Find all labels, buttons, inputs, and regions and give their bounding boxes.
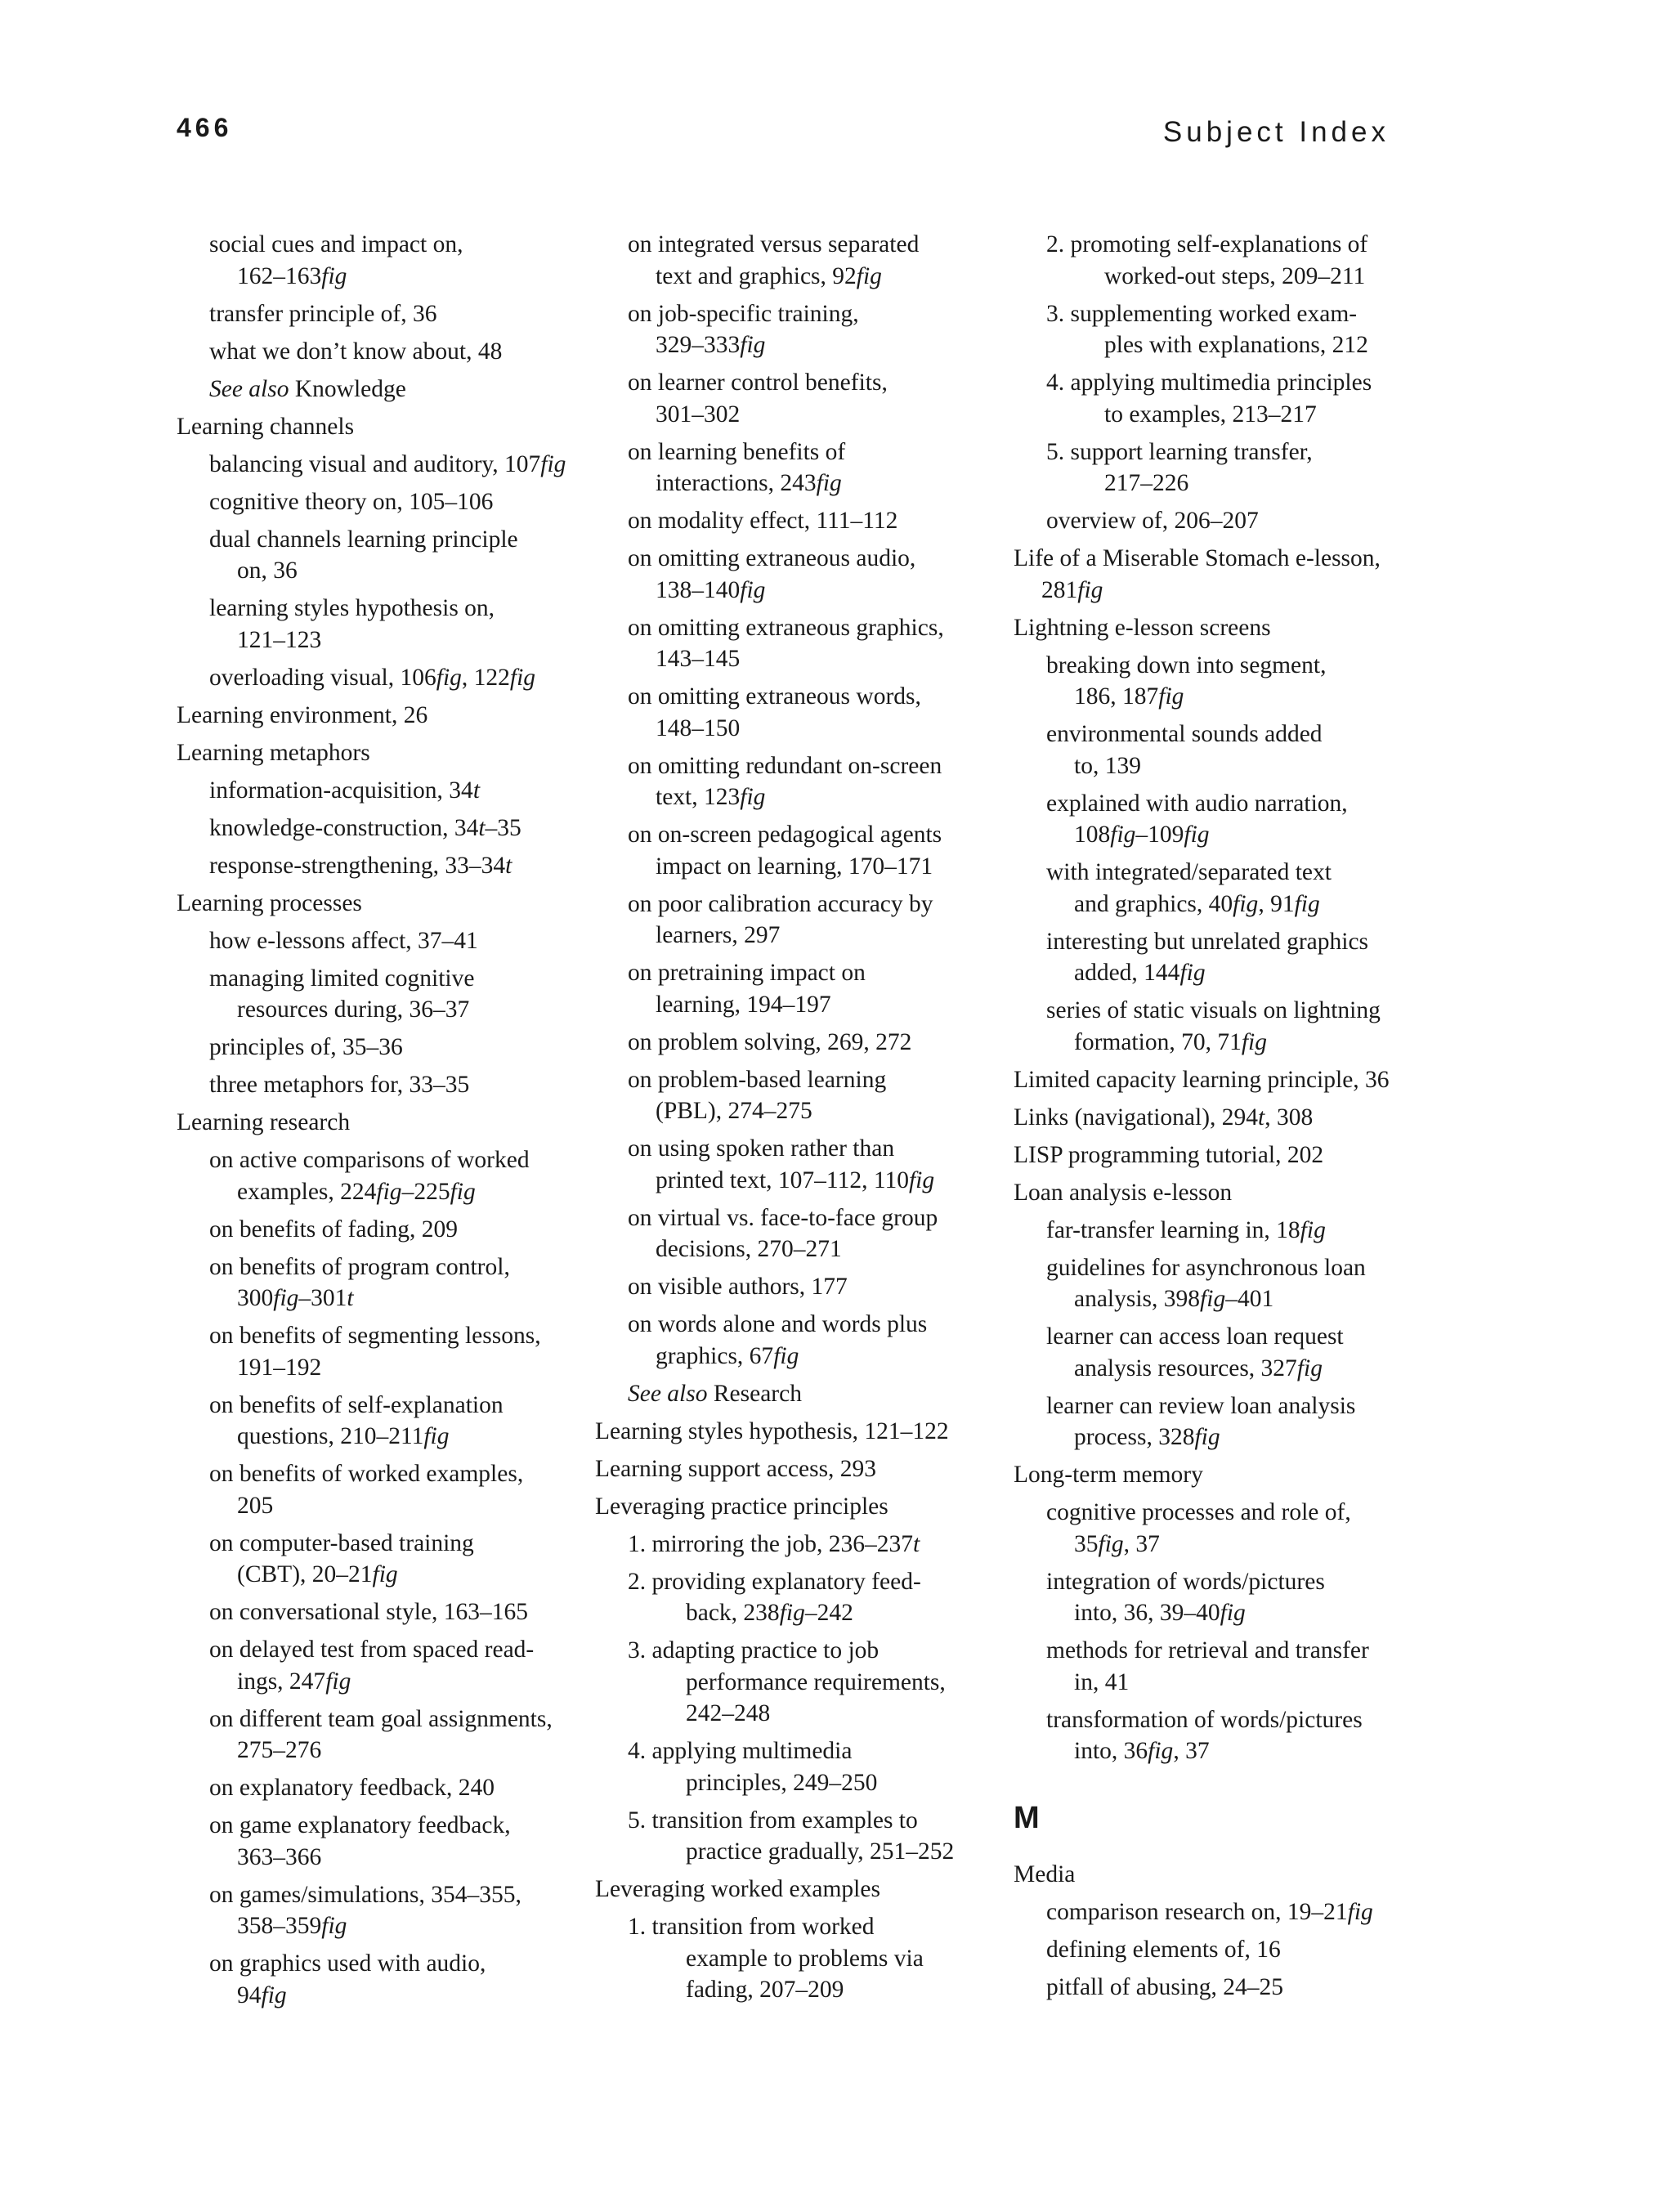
- index-subentry: [177, 1032, 602, 1063]
- index-entry-line: Leveraging worked examples: [595, 1876, 880, 1902]
- index-subentry: [177, 593, 602, 656]
- index-subentry: [1014, 229, 1439, 292]
- index-entry-continuation: 162–163fig: [237, 262, 347, 289]
- index-entry-continuation: ples with explanations, 212: [1104, 332, 1368, 358]
- index-entry-line: 5. support learning transfer,: [1046, 438, 1313, 465]
- page-number: 466: [177, 113, 233, 142]
- index-entry-line: transformation of words/pictures: [1046, 1706, 1363, 1733]
- index-main-entry: [1014, 1859, 1439, 1891]
- index-subentry: [177, 850, 602, 882]
- index-entry-line: Learning styles hypothesis, 121–122: [595, 1417, 949, 1444]
- index-subentry: [595, 889, 1020, 952]
- index-entry-line: on delayed test from spaced read-: [209, 1637, 535, 1663]
- index-entry-line: series of static visuals on lightning: [1046, 997, 1381, 1023]
- index-subentry: [177, 963, 602, 1026]
- index-entry-line: environmental sounds added: [1046, 721, 1323, 747]
- index-subentry: [595, 681, 1020, 744]
- index-subentry: [1014, 437, 1439, 499]
- index-section-letter: M: [1014, 1800, 1040, 1835]
- index-subentry: [177, 925, 602, 957]
- index-entry-line: on omitting redundant on-screen: [628, 752, 942, 779]
- index-entry-continuation: learning, 194–197: [656, 991, 831, 1018]
- index-subentry: [1014, 1896, 1439, 1928]
- index-entry-line: on benefits of program control,: [209, 1253, 510, 1280]
- index-entry-line: learner can review loan analysis: [1046, 1392, 1356, 1419]
- index-subentry: [595, 1566, 1020, 1629]
- index-entry-continuation: 186, 187fig: [1074, 683, 1184, 710]
- index-entry-line: on games/simulations, 354–355,: [209, 1881, 521, 1908]
- index-subentry: [595, 1529, 1020, 1560]
- index-entry-continuation: ings, 247fig: [237, 1668, 351, 1695]
- index-subentry: [177, 1214, 602, 1246]
- index-entry-line: Media: [1014, 1860, 1076, 1887]
- index-entry-line: on pretraining impact on: [628, 960, 866, 986]
- index-entry-line: on different team goal assignments,: [209, 1705, 553, 1732]
- index-entry-line: overloading visual, 106fig, 122fig: [209, 664, 536, 691]
- index-entry-line: Life of a Miserable Stomach e-lesson,: [1014, 545, 1381, 571]
- index-entry-line: on learner control benefits,: [628, 369, 888, 396]
- index-entry-line: methods for retrieval and transfer: [1046, 1637, 1369, 1663]
- index-subentry: [595, 1202, 1020, 1265]
- index-entry-line: principles of, 35–36: [209, 1034, 403, 1060]
- index-subentry: [177, 374, 602, 405]
- index-subentry: [1014, 1566, 1439, 1629]
- index-entry-line: comparison research on, 19–21fig: [1046, 1898, 1373, 1925]
- index-entry-continuation: 94fig: [237, 1981, 287, 2008]
- index-subentry: [595, 1027, 1020, 1059]
- index-subentry: [177, 298, 602, 330]
- index-entry-line: 1. mirroring the job, 236–237t: [628, 1530, 920, 1557]
- index-entry-line: overview of, 206–207: [1046, 508, 1259, 534]
- index-subentry: [595, 1911, 1020, 2006]
- index-subentry: [1014, 1934, 1439, 1966]
- index-subentry: [595, 957, 1020, 1020]
- index-entry-line: managing limited cognitive: [209, 965, 475, 992]
- index-entry-continuation: questions, 210–211fig: [237, 1423, 450, 1449]
- index-entry-continuation: graphics, 67fig: [656, 1342, 799, 1369]
- index-entry-continuation: on, 36: [237, 557, 298, 584]
- index-entry-line: on game explanatory feedback,: [209, 1812, 511, 1838]
- index-subentry: [595, 1735, 1020, 1798]
- index-entry-line: on problem solving, 269, 272: [628, 1028, 912, 1055]
- index-subentry: [1014, 1390, 1439, 1453]
- index-subentry: [1014, 1252, 1439, 1315]
- index-subentry: [177, 1390, 602, 1453]
- index-entry-line: transfer principle of, 36: [209, 300, 437, 327]
- index-column-1: [177, 229, 602, 2017]
- index-main-entry: [177, 737, 602, 769]
- index-entry-line: on visible authors, 177: [628, 1274, 848, 1300]
- index-entry-line: Learning environment, 26: [177, 701, 428, 728]
- index-entry-continuation: text and graphics, 92fig: [656, 262, 882, 289]
- index-entry-continuation: to examples, 213–217: [1104, 401, 1317, 428]
- index-subentry: [1014, 298, 1439, 361]
- index-main-entry: [1014, 1459, 1439, 1491]
- index-subentry: [1014, 719, 1439, 781]
- index-entry-line: on job-specific training,: [628, 300, 859, 327]
- index-main-entry: [595, 1874, 1020, 1905]
- index-main-entry: [1014, 1102, 1439, 1134]
- index-column-2: [595, 229, 1020, 2012]
- index-subentry: [595, 298, 1020, 361]
- index-entry-continuation: into, 36, 39–40fig: [1074, 1600, 1246, 1626]
- index-subentry: [177, 336, 602, 368]
- index-subentry: [595, 367, 1020, 430]
- index-main-entry: [595, 1453, 1020, 1485]
- index-entry-continuation: 138–140fig: [656, 576, 766, 603]
- index-entry-continuation: decisions, 270–271: [656, 1236, 842, 1262]
- index-entry-continuation: 275–276: [237, 1737, 322, 1763]
- index-entry-line: 5. transition from examples to: [628, 1807, 918, 1834]
- index-entry-continuation: fading, 207–209: [686, 1977, 844, 2003]
- index-entry-line: on benefits of worked examples,: [209, 1461, 524, 1487]
- index-entry-line: three metaphors for, 33–35: [209, 1072, 470, 1098]
- index-subentry: [177, 1144, 602, 1207]
- index-entry-line: 4. applying multimedia: [628, 1738, 853, 1764]
- index-subentry: [177, 1772, 602, 1804]
- index-entry-continuation: 205: [237, 1492, 274, 1519]
- index-entry-continuation: process, 328fig: [1074, 1424, 1220, 1450]
- index-entry-continuation: learners, 297: [656, 922, 781, 948]
- index-entry-line: guidelines for asynchronous loan: [1046, 1254, 1366, 1281]
- index-entry-line: on modality effect, 111–112: [628, 508, 898, 534]
- index-subentry: [177, 229, 602, 292]
- index-subentry: [1014, 1215, 1439, 1247]
- index-subentry: [177, 1596, 602, 1628]
- index-subentry: [177, 662, 602, 694]
- index-entry-line: 3. supplementing worked exam-: [1046, 300, 1358, 327]
- index-entry-continuation: principles, 249–250: [686, 1769, 878, 1796]
- index-entry-line: 1. transition from worked: [628, 1914, 875, 1940]
- index-subentry: [1014, 857, 1439, 920]
- index-main-entry: [177, 888, 602, 920]
- index-entry-line: explained with audio narration,: [1046, 790, 1348, 817]
- index-main-entry: [595, 1416, 1020, 1448]
- index-entry-line: 3. adapting practice to job: [628, 1637, 880, 1663]
- index-entry-line: LISP programming tutorial, 202: [1014, 1141, 1324, 1168]
- index-entry-continuation: 242–248: [686, 1700, 771, 1726]
- index-subentry: [1014, 1321, 1439, 1384]
- index-entry-continuation: resources during, 36–37: [237, 996, 470, 1023]
- index-subentry: [595, 505, 1020, 537]
- index-entry-line: on on-screen pedagogical agents: [628, 822, 942, 848]
- index-entry-line: on explanatory feedback, 240: [209, 1775, 495, 1801]
- index-entry-continuation: 329–333fig: [656, 332, 766, 358]
- index-entry-line: Learning metaphors: [177, 739, 370, 766]
- index-entry-continuation: 35fig, 37: [1074, 1530, 1160, 1557]
- index-entry-line: 2. promoting self-explanations of: [1046, 231, 1368, 257]
- index-entry-line: Learning channels: [177, 413, 355, 440]
- index-subentry: [595, 543, 1020, 606]
- index-entry-line: what we don’t know about, 48: [209, 338, 503, 365]
- index-subentry: [595, 1064, 1020, 1127]
- index-entry-line: on computer-based training: [209, 1529, 474, 1556]
- index-column-3: [1014, 229, 1439, 2009]
- index-subentry: [1014, 788, 1439, 851]
- index-subentry: [177, 449, 602, 481]
- index-main-entry: [1014, 1140, 1439, 1171]
- index-subentry: [595, 1271, 1020, 1303]
- index-entry-line: Leveraging practice principles: [595, 1493, 888, 1520]
- index-subentry: [595, 1805, 1020, 1868]
- index-entry-line: 2. providing explanatory feed-: [628, 1568, 921, 1595]
- index-entry-continuation: examples, 224fig–225fig: [237, 1178, 476, 1205]
- index-subentry: [1014, 926, 1439, 989]
- index-entry-line: cognitive theory on, 105–106: [209, 488, 494, 515]
- index-entry-line: balancing visual and auditory, 107fig: [209, 450, 566, 477]
- index-subentry: [595, 437, 1020, 499]
- index-entry-line: Learning processes: [177, 889, 362, 916]
- index-subentry: [595, 750, 1020, 813]
- index-entry-continuation: impact on learning, 170–171: [656, 853, 933, 880]
- index-subentry: [1014, 1704, 1439, 1767]
- index-entry-continuation: 300fig–301t: [237, 1285, 354, 1311]
- index-subentry: [177, 486, 602, 518]
- index-subentry: [1014, 1635, 1439, 1698]
- index-main-entry: [177, 700, 602, 732]
- index-entry-line: how e-lessons affect, 37–41: [209, 927, 478, 954]
- index-entry-continuation: example to problems via: [686, 1945, 924, 1972]
- index-entry-continuation: practice gradually, 251–252: [686, 1838, 955, 1865]
- index-main-entry: [1014, 543, 1439, 606]
- index-main-entry: [177, 1107, 602, 1139]
- index-entry-line: See also Knowledge: [209, 375, 406, 402]
- index-entry-line: on using spoken rather than: [628, 1135, 895, 1162]
- index-entry-line: information-acquisition, 34t: [209, 777, 481, 804]
- index-subentry: [177, 775, 602, 807]
- index-entry-continuation: into, 36fig, 37: [1074, 1738, 1210, 1764]
- index-main-entry: [1014, 1064, 1439, 1096]
- index-entry-line: Links (navigational), 294t, 308: [1014, 1104, 1314, 1131]
- index-entry-line: defining elements of, 16: [1046, 1936, 1281, 1963]
- index-entry-line: on benefits of segmenting lessons,: [209, 1323, 541, 1349]
- index-entry-line: pitfall of abusing, 24–25: [1046, 1973, 1284, 2000]
- index-entry-continuation: printed text, 107–112, 110fig: [656, 1166, 935, 1193]
- index-entry-line: on virtual vs. face-to-face group: [628, 1204, 938, 1231]
- index-subentry: [595, 1635, 1020, 1730]
- index-subentry: [1014, 995, 1439, 1058]
- index-entry-line: on conversational style, 163–165: [209, 1599, 528, 1625]
- index-entry-line: with integrated/separated text: [1046, 859, 1332, 885]
- index-entry-continuation: 108fig–109fig: [1074, 822, 1210, 848]
- index-entry-continuation: performance requirements,: [686, 1668, 946, 1695]
- index-subentry: [1014, 1972, 1439, 2004]
- index-entry-line: Learning support access, 293: [595, 1455, 877, 1482]
- index-entry-line: cognitive processes and role of,: [1046, 1499, 1351, 1525]
- index-entry-line: Long-term memory: [1014, 1462, 1203, 1488]
- index-entry-line: integration of words/pictures: [1046, 1568, 1325, 1595]
- index-entry-line: social cues and impact on,: [209, 231, 463, 257]
- index-subentry: [595, 1378, 1020, 1410]
- index-entry-line: response-strengthening, 33–34t: [209, 852, 512, 879]
- index-entry-continuation: text, 123fig: [656, 784, 766, 810]
- index-entry-continuation: analysis resources, 327fig: [1074, 1355, 1323, 1381]
- index-subentry: [1014, 1497, 1439, 1560]
- index-entry-line: learning styles hypothesis on,: [209, 595, 495, 621]
- index-entry-continuation: added, 144fig: [1074, 960, 1206, 986]
- index-entry-continuation: 301–302: [656, 401, 741, 428]
- running-head: Subject Index: [1162, 116, 1390, 148]
- index-subentry: [595, 819, 1020, 882]
- index-subentry: [177, 813, 602, 844]
- index-entry-line: dual channels learning principle: [209, 526, 518, 553]
- index-entry-line: on benefits of fading, 209: [209, 1216, 458, 1243]
- index-entry-line: Loan analysis e-lesson: [1014, 1179, 1233, 1206]
- index-subentry: [1014, 650, 1439, 713]
- index-entry-line: breaking down into segment,: [1046, 652, 1327, 678]
- index-main-entry: [595, 1491, 1020, 1523]
- index-entry-continuation: to, 139: [1074, 752, 1141, 779]
- index-entry-line: far-transfer learning in, 18fig: [1046, 1216, 1326, 1243]
- index-main-entry: [1014, 1177, 1439, 1209]
- index-entry-line: 4. applying multimedia principles: [1046, 369, 1372, 396]
- index-entry-line: on omitting extraneous graphics,: [628, 614, 944, 641]
- index-entry-line: Limited capacity learning principle, 36: [1014, 1066, 1390, 1093]
- index-entry-continuation: 363–366: [237, 1843, 322, 1870]
- index-entry-line: on words alone and words plus: [628, 1311, 928, 1337]
- index-subentry: [177, 1810, 602, 1873]
- index-entry-line: learner can access loan request: [1046, 1323, 1344, 1350]
- index-subentry: [177, 1458, 602, 1521]
- index-entry-continuation: 281fig: [1041, 576, 1103, 603]
- index-entry-continuation: in, 41: [1074, 1668, 1130, 1695]
- index-subentry: [177, 1948, 602, 2011]
- index-entry-line: Learning research: [177, 1109, 351, 1135]
- index-subentry: [177, 1320, 602, 1383]
- index-entry-continuation: interactions, 243fig: [656, 470, 842, 496]
- index-subentry: [177, 1879, 602, 1942]
- index-entry-line: on problem-based learning: [628, 1066, 887, 1093]
- index-entry-continuation: back, 238fig–242: [686, 1600, 853, 1626]
- index-subentry: [177, 1069, 602, 1101]
- index-entry-line: on graphics used with audio,: [209, 1950, 486, 1977]
- index-entry-continuation: and graphics, 40fig, 91fig: [1074, 890, 1320, 917]
- index-entry-continuation: (PBL), 274–275: [656, 1098, 812, 1124]
- index-entry-continuation: 191–192: [237, 1354, 322, 1381]
- index-subentry: [177, 1528, 602, 1591]
- index-entry-continuation: analysis, 398fig–401: [1074, 1286, 1274, 1312]
- index-entry-line: See also Research: [628, 1380, 802, 1407]
- index-subentry: [177, 1252, 602, 1314]
- index-subentry: [595, 229, 1020, 292]
- index-entry-continuation: 121–123: [237, 626, 322, 653]
- index-entry-line: on poor calibration accuracy by: [628, 890, 933, 917]
- index-subentry: [177, 1704, 602, 1766]
- index-subentry: [595, 1133, 1020, 1196]
- index-entry-continuation: formation, 70, 71fig: [1074, 1028, 1267, 1055]
- index-subentry: [1014, 505, 1439, 537]
- index-entry-line: knowledge-construction, 34t–35: [209, 814, 521, 841]
- index-subentry: [177, 524, 602, 587]
- index-entry-line: on omitting extraneous words,: [628, 683, 921, 710]
- index-entry-continuation: 358–359fig: [237, 1913, 347, 1939]
- index-subentry: [595, 1309, 1020, 1372]
- index-entry-continuation: 143–145: [656, 646, 741, 672]
- index-main-entry: [177, 411, 602, 443]
- index-main-entry: [1014, 612, 1439, 644]
- index-entry-continuation: 217–226: [1104, 470, 1189, 496]
- index-subentry: [177, 1634, 602, 1697]
- index-entry-line: interesting but unrelated graphics: [1046, 928, 1369, 955]
- index-entry-continuation: 148–150: [656, 714, 741, 741]
- index-entry-line: on active comparisons of worked: [209, 1147, 530, 1173]
- index-entry-line: Lightning e-lesson screens: [1014, 614, 1271, 641]
- index-entry-continuation: (CBT), 20–21fig: [237, 1561, 398, 1587]
- index-subentry: [1014, 367, 1439, 430]
- index-entry-continuation: worked-out steps, 209–211: [1104, 262, 1366, 289]
- index-entry-line: on learning benefits of: [628, 438, 846, 465]
- index-subentry: [595, 612, 1020, 675]
- index-entry-line: on integrated versus separated: [628, 231, 920, 257]
- index-entry-line: on benefits of self-explanation: [209, 1391, 504, 1418]
- index-entry-line: on omitting extraneous audio,: [628, 545, 916, 571]
